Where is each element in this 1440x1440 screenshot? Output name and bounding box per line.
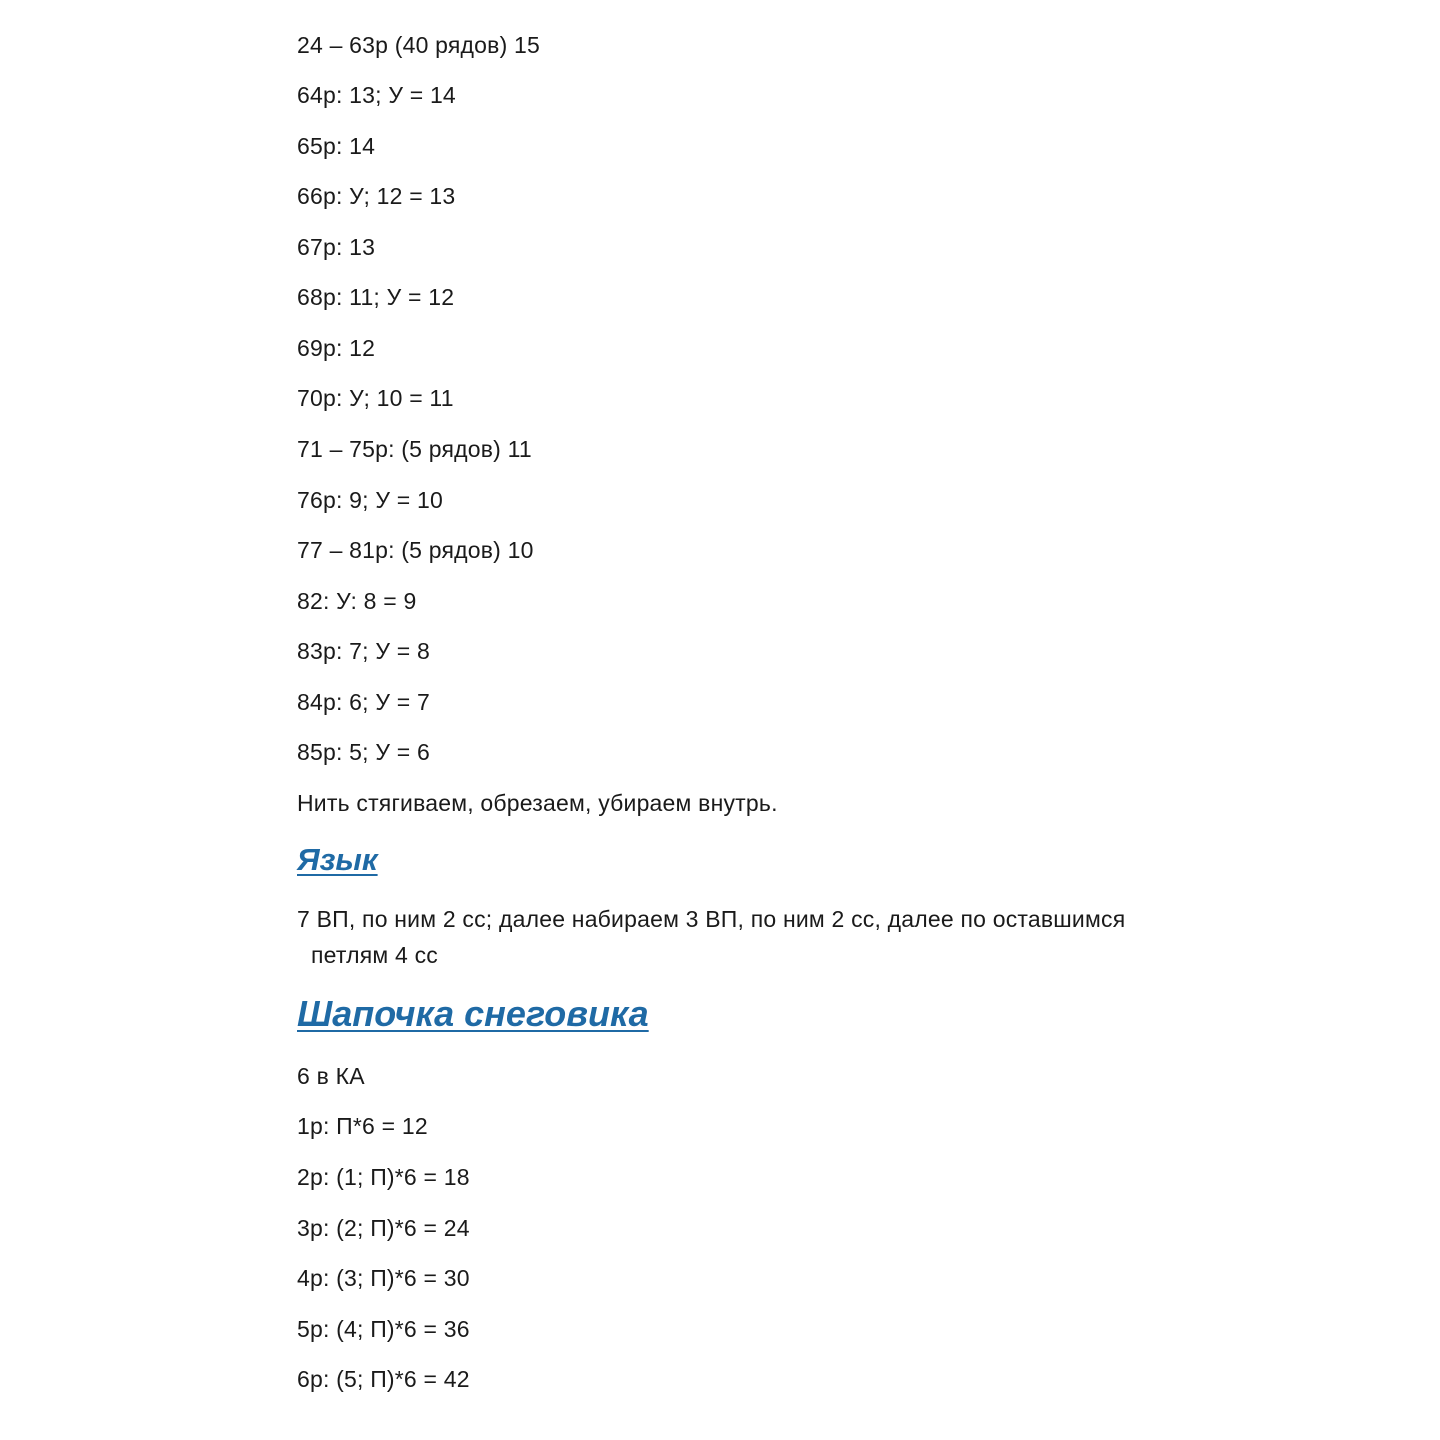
pattern-row: 84р: 6; У = 7 <box>297 689 430 715</box>
section-heading-tongue: Язык <box>297 842 378 877</box>
pattern-row: 66р: У; 12 = 13 <box>297 183 456 209</box>
pattern-row: 83р: 7; У = 8 <box>297 638 430 664</box>
section-heading-hat: Шапочка снеговика <box>297 993 649 1034</box>
finishing-instruction: Нить стягиваем, обрезаем, убираем внутрь. <box>297 790 778 816</box>
pattern-row: 70р: У; 10 = 11 <box>297 385 454 411</box>
pattern-row: 2р: (1; П)*6 = 18 <box>297 1164 470 1190</box>
pattern-row: 68р: 11; У = 12 <box>297 284 455 310</box>
pattern-row: 6р: (5; П)*6 = 42 <box>297 1366 470 1392</box>
pattern-row: 6 в КА <box>297 1063 365 1089</box>
tongue-instruction <box>297 901 1177 973</box>
pattern-row: 69р: 12 <box>297 335 376 361</box>
pattern-row: 82: У: 8 = 9 <box>297 588 417 614</box>
pattern-row: 64р: 13; У = 14 <box>297 82 456 108</box>
pattern-row: 85р: 5; У = 6 <box>297 739 430 765</box>
pattern-row: 5р: (4; П)*6 = 36 <box>297 1316 470 1342</box>
pattern-row: 1р: П*6 = 12 <box>297 1113 428 1139</box>
tongue-instruction-line2: петлям 4 сс <box>311 942 438 968</box>
pattern-row: 24 – 63р (40 рядов) 15 <box>297 32 541 58</box>
pattern-row: 4р: (3; П)*6 = 30 <box>297 1265 470 1291</box>
pattern-row: 71 – 75р: (5 рядов) 11 <box>297 436 532 462</box>
pattern-row: 67р: 13 <box>297 234 376 260</box>
tongue-instruction-line1: 7 ВП, по ним 2 сс; далее набираем 3 ВП, по ним 2 сс, далее по оставшимся <box>297 906 1126 932</box>
pattern-row: 77 – 81р: (5 рядов) 10 <box>297 537 534 563</box>
pattern-row: 65р: 14 <box>297 133 376 159</box>
pattern-row: 76р: 9; У = 10 <box>297 487 443 513</box>
pattern-row: 3р: (2; П)*6 = 24 <box>297 1215 470 1241</box>
